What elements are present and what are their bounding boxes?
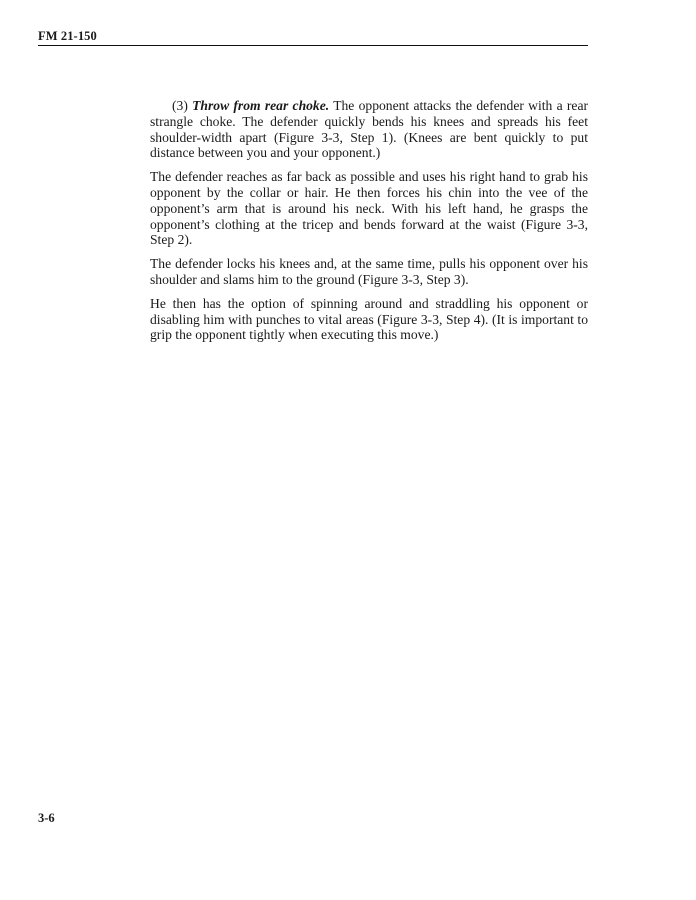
paragraph-defender-locks-knees: The defender locks his knees and, at the same time, pulls his opponent over his shoulder and slams him to the ground (Figure 3-3, Step 3). — [150, 256, 588, 287]
paragraph-throw-from-rear-choke — [150, 98, 588, 161]
paragraph-spinning-option: He then has the option of spinning around and straddling his opponent or disabling him with punches to vital areas (Figure 3-3, Step 4). (It is important to grip the opponent tightly when executing this move.) — [150, 295, 588, 343]
paragraph-defender-reaches: The defender reaches as far back as possible and uses his right hand to grab his opponent by the collar or hair. He then forces his chin into the vee of the opponent’s arm that is around his neck. With his left hand, he grasps the opponent’s clothing at the tricep and bends forward at the waist (Figure 3-3, Step 2). — [150, 169, 588, 248]
page-number: 3-6 — [38, 811, 55, 825]
body-text — [150, 98, 588, 351]
paragraph-title: Throw from rear choke. — [192, 98, 330, 113]
paragraph-text: The opponent attacks the defender with a rear strangle choke. The defender quickly bends his knees and spreads his feet shoulder-width apart (Figure 3-3, Step 1). (Knees are bent quickly to put distance between you and your opponent.) — [150, 98, 589, 161]
page-header — [38, 30, 588, 46]
document-id: FM 21-150 — [38, 29, 97, 43]
paragraph-number: (3) — [172, 98, 188, 113]
